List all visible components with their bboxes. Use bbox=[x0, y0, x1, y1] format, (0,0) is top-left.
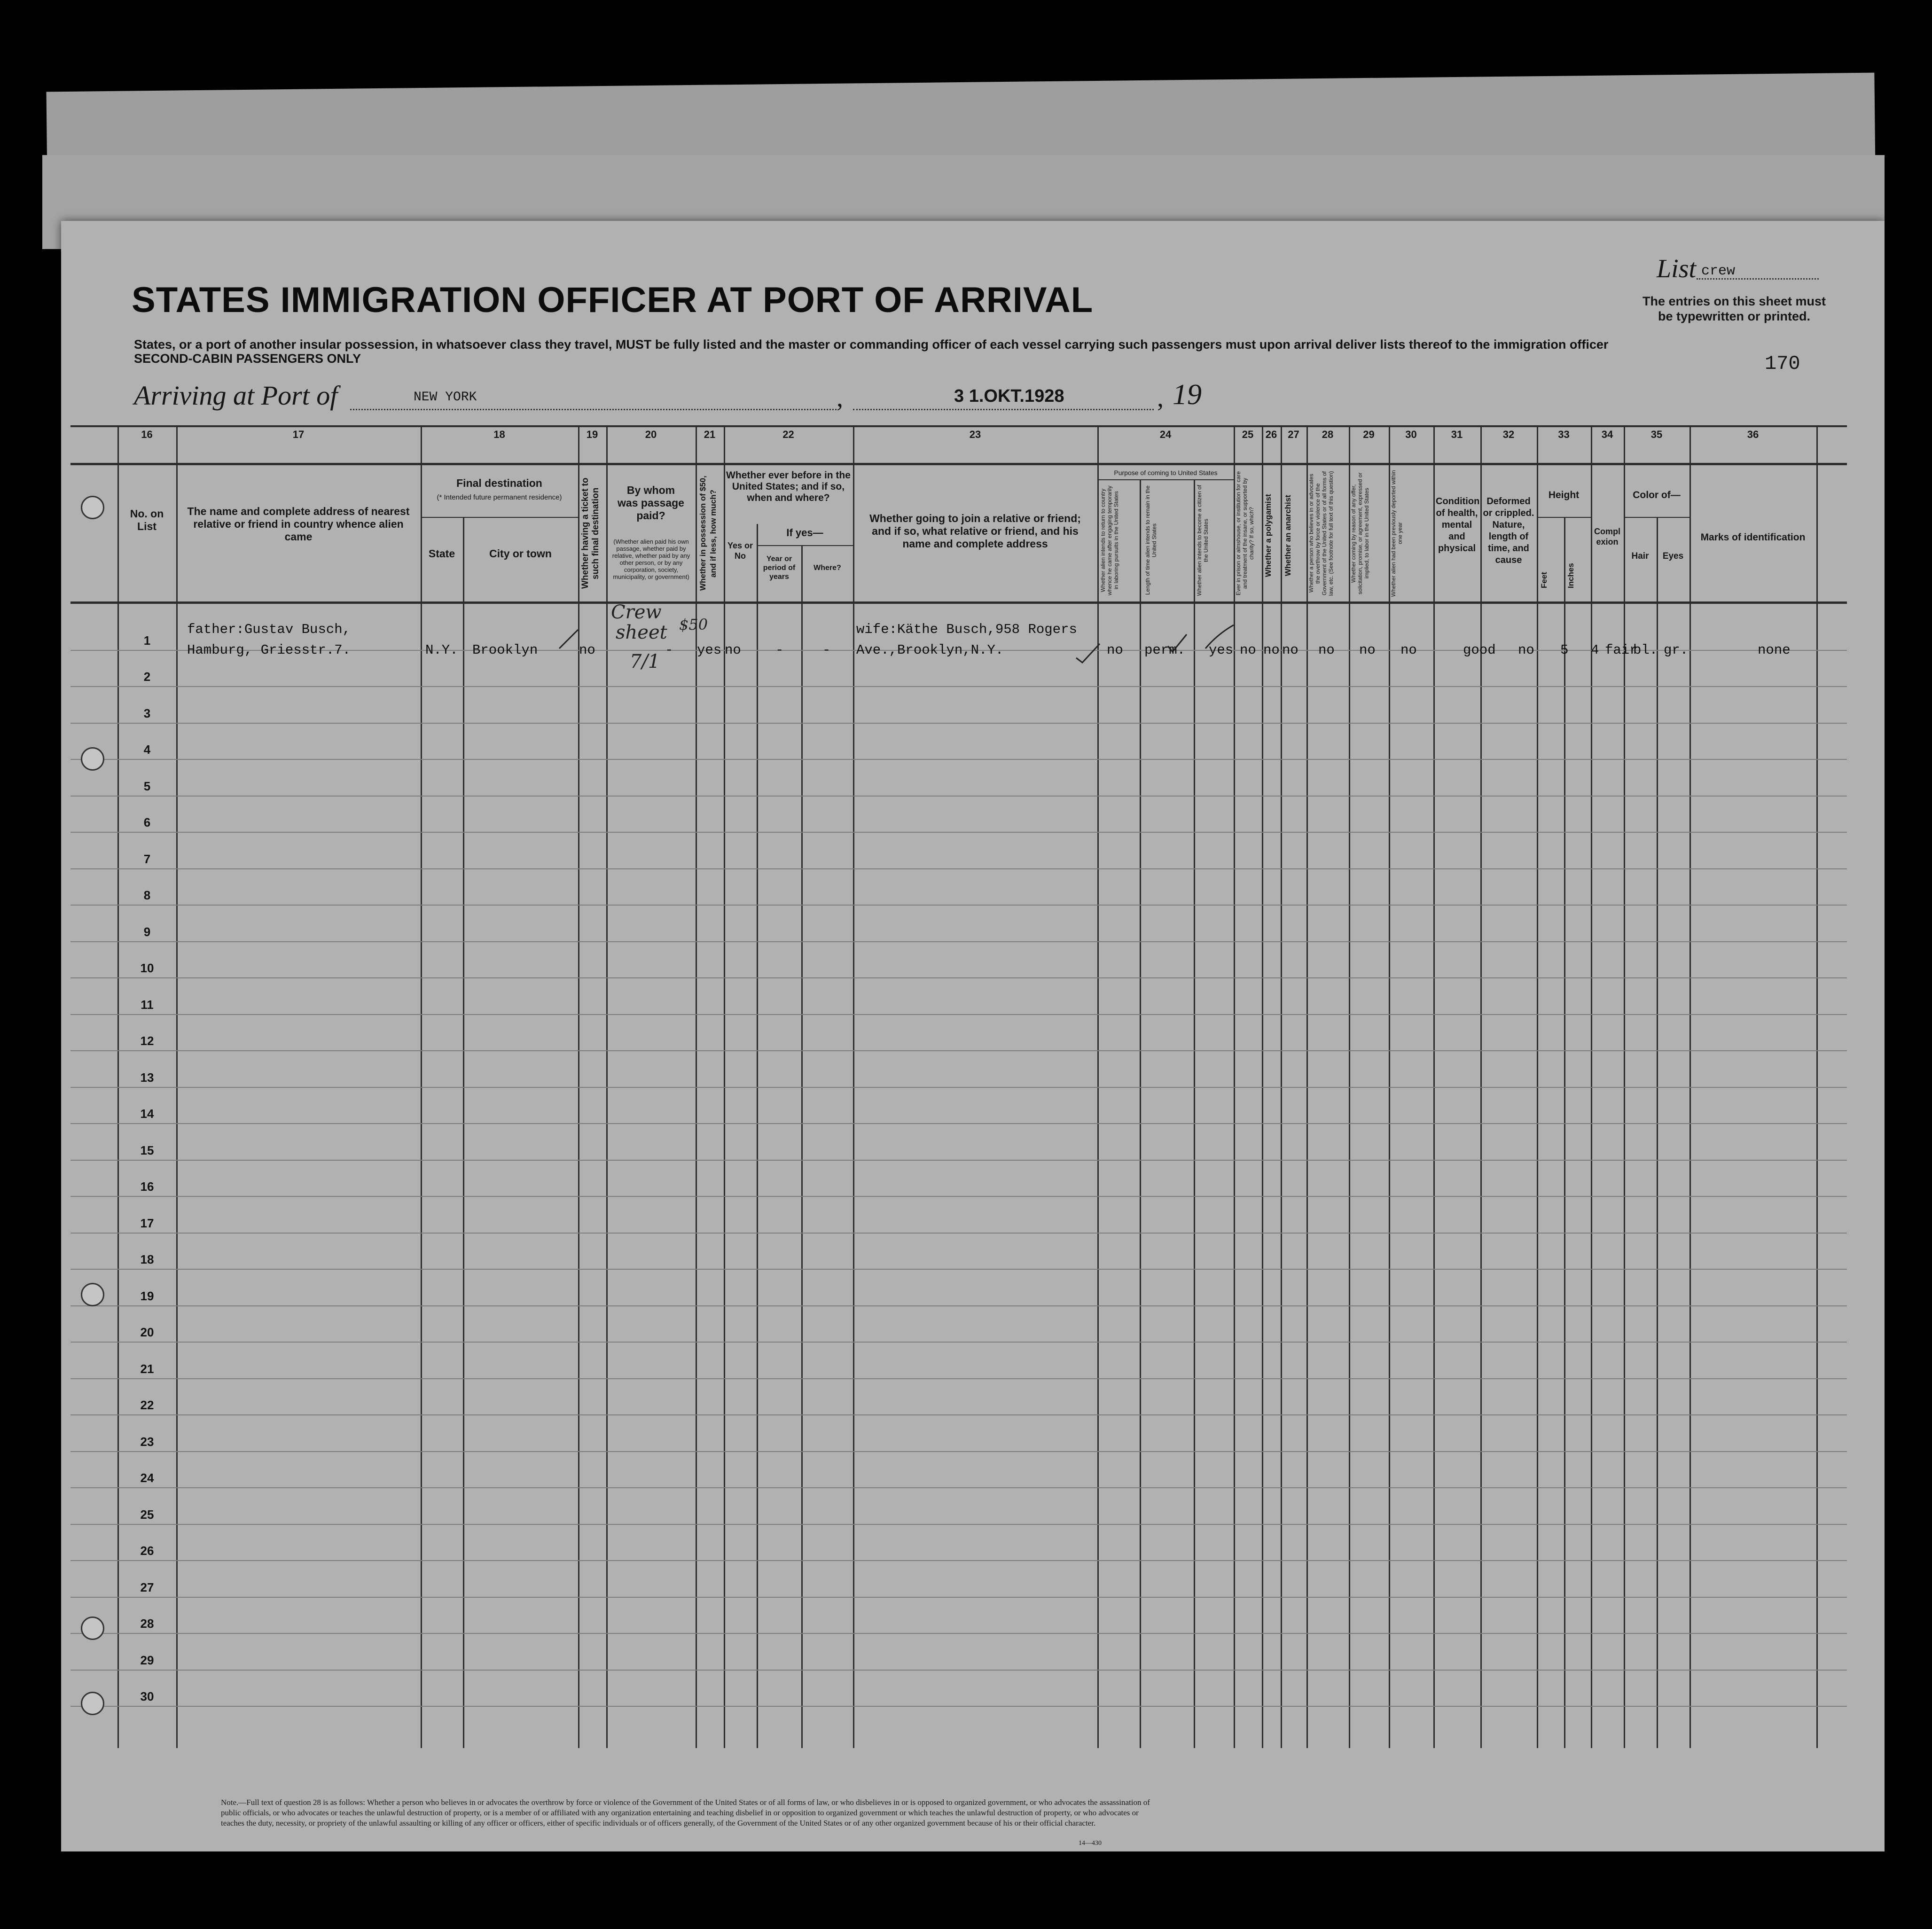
binder-hole bbox=[81, 747, 104, 771]
header-final-destination-note: (* Intended future permanent residence) bbox=[437, 493, 562, 501]
entry-citizen: yes bbox=[1209, 642, 1234, 658]
header-marks: Marks of identification bbox=[1700, 532, 1806, 543]
height-sub-rule bbox=[1537, 517, 1591, 518]
page-title: STATES IMMIGRATION OFFICER AT PORT OF ARRIVAL bbox=[132, 280, 1094, 320]
row-number: 25 bbox=[140, 1507, 154, 1522]
row-number: 26 bbox=[140, 1544, 154, 1558]
row-number: 20 bbox=[140, 1325, 154, 1339]
row-number: 15 bbox=[140, 1143, 154, 1157]
header-where: Where? bbox=[813, 564, 841, 572]
entry-return: no bbox=[1107, 642, 1123, 658]
check-mark-ticket bbox=[557, 627, 580, 656]
check-mark-length bbox=[1165, 632, 1189, 656]
header-citizen: Whether alien intends to become a citizen of the United States bbox=[1196, 484, 1209, 596]
row-rule bbox=[70, 1160, 1847, 1161]
header-prison: Ever in prison or almshouse, or institution for care and treatment of the insane, or supported by charity? If so, which? bbox=[1235, 471, 1255, 596]
entry-join-line1: wife:Käthe Busch,958 Rogers bbox=[856, 622, 1077, 637]
header-top-rule bbox=[70, 425, 1847, 427]
row-rule bbox=[70, 1233, 1847, 1234]
comma-2: , bbox=[1157, 383, 1164, 413]
row-rule bbox=[70, 977, 1847, 978]
sheet-number: 170 bbox=[1765, 352, 1800, 375]
manifest-grid bbox=[70, 425, 1847, 1748]
header-passage-note: (Whether alien paid his own passage, whether paid by relative, whether paid by any other person, or by any corporation, society, municipality, or government) bbox=[612, 538, 690, 580]
dest-sub-rule bbox=[421, 517, 578, 518]
entry-city: Brooklyn bbox=[472, 642, 538, 658]
before-sub-rule bbox=[757, 545, 853, 546]
entry-relative-line2: Hamburg, Griesstr.7. bbox=[187, 642, 351, 658]
row-number: 19 bbox=[140, 1289, 154, 1303]
colnum-30: 30 bbox=[1405, 429, 1417, 440]
check-mark-citizen bbox=[1203, 623, 1236, 651]
row-rule bbox=[70, 1597, 1847, 1598]
entry-paid-by-hand3: 7/1 bbox=[630, 651, 660, 672]
purpose-sub-rule bbox=[1097, 479, 1234, 480]
header-hair: Hair bbox=[1631, 551, 1649, 561]
row-rule bbox=[70, 1706, 1847, 1707]
date-dotted-line bbox=[853, 408, 1154, 410]
binder-hole bbox=[81, 1692, 104, 1715]
row-number: 17 bbox=[140, 1216, 154, 1230]
row-number: 2 bbox=[143, 670, 151, 684]
header-anarchist: Whether an anarchist bbox=[1283, 495, 1292, 577]
row-rule bbox=[70, 1633, 1847, 1634]
row-number: 1 bbox=[143, 633, 151, 648]
entry-state: N.Y. bbox=[425, 642, 458, 658]
colnum-27: 27 bbox=[1288, 429, 1299, 440]
row-rule bbox=[70, 1414, 1847, 1415]
colnum-23: 23 bbox=[969, 429, 981, 440]
col-line bbox=[1140, 479, 1141, 1748]
row-rule bbox=[70, 1123, 1847, 1124]
entry-eyes: gr. bbox=[1664, 642, 1689, 658]
port-value: NEW YORK bbox=[414, 390, 477, 405]
row-number: 11 bbox=[141, 997, 154, 1012]
entry-overthrow: no bbox=[1318, 642, 1335, 658]
row-rule bbox=[70, 1670, 1847, 1671]
entry-marks: none bbox=[1758, 642, 1791, 658]
header-if-yes: If yes— bbox=[786, 527, 823, 539]
header-money: Whether in possession of $50, and if less, how much? bbox=[698, 476, 718, 591]
row-rule bbox=[70, 1050, 1847, 1051]
colnum-17: 17 bbox=[292, 429, 305, 440]
class-line: SECOND-CABIN PASSENGERS ONLY bbox=[134, 351, 361, 366]
header-city: City or town bbox=[489, 547, 552, 560]
header-final-destination: Final destination bbox=[456, 477, 542, 489]
header-yes-no: Yes or No bbox=[727, 541, 753, 561]
row-number: 7 bbox=[143, 851, 151, 866]
port-dotted-line bbox=[350, 408, 837, 410]
color-sub-rule bbox=[1624, 517, 1690, 518]
row-number: 6 bbox=[143, 815, 151, 829]
entry-join-line2: Ave.,Brooklyn,N.Y. bbox=[856, 642, 1004, 658]
row-number: 13 bbox=[140, 1070, 154, 1085]
entry-before-year: - bbox=[775, 642, 784, 658]
list-label: List bbox=[1657, 254, 1697, 283]
row-rule bbox=[70, 796, 1847, 797]
colnum-28: 28 bbox=[1322, 429, 1334, 440]
row-rule bbox=[70, 1342, 1847, 1343]
row-number: 24 bbox=[140, 1471, 154, 1485]
row-rule bbox=[70, 1524, 1847, 1525]
list-dotted-line bbox=[1697, 277, 1819, 280]
row-rule bbox=[70, 1196, 1847, 1197]
row-rule bbox=[70, 1014, 1847, 1015]
colnum-24: 24 bbox=[1159, 429, 1172, 440]
entry-complexion: fair bbox=[1605, 642, 1638, 658]
row-number: 21 bbox=[140, 1361, 154, 1376]
row-number: 29 bbox=[140, 1653, 154, 1667]
entry-polygamist: no bbox=[1263, 642, 1280, 658]
entry-ticket: no bbox=[579, 642, 595, 658]
colnum-33: 33 bbox=[1558, 429, 1570, 440]
header-join-relative: Whether going to join a relative or friend; and if so, what relative or friend, and his name and complete address bbox=[869, 512, 1081, 550]
binder-hole bbox=[81, 1283, 104, 1306]
header-health: Condition of health, mental and physical bbox=[1436, 496, 1480, 554]
entry-anarchist: no bbox=[1282, 642, 1298, 658]
arriving-label: Arriving at Port of bbox=[134, 380, 338, 411]
row-number: 23 bbox=[140, 1434, 154, 1449]
col-line bbox=[757, 524, 758, 1748]
colnum-29: 29 bbox=[1363, 429, 1375, 440]
row-rule bbox=[70, 1378, 1847, 1379]
entry-feet: 5 bbox=[1560, 642, 1569, 658]
header-purpose: Purpose of coming to United States bbox=[1114, 469, 1218, 476]
row-number: 3 bbox=[143, 706, 151, 720]
date-stamp: 3 1.OKT.1928 bbox=[954, 386, 1064, 406]
colnum-21: 21 bbox=[704, 429, 716, 440]
colnum-20: 20 bbox=[645, 429, 657, 440]
row-rule bbox=[70, 686, 1847, 687]
entry-deformed: no bbox=[1518, 642, 1534, 658]
row-number: 16 bbox=[140, 1179, 154, 1194]
entry-relative-line1: father:Gustav Busch, bbox=[187, 622, 351, 637]
row-number: 28 bbox=[140, 1617, 154, 1631]
row-rule bbox=[70, 1487, 1847, 1488]
entry-offer-labor: no bbox=[1359, 642, 1376, 658]
colnum-25: 25 bbox=[1242, 429, 1254, 440]
row-rule bbox=[70, 1305, 1847, 1306]
colnum-22: 22 bbox=[782, 429, 794, 440]
header-feet: Feet bbox=[1540, 572, 1549, 589]
notice-line-1: The entries on this sheet must bbox=[1642, 294, 1826, 308]
row-rule bbox=[70, 1560, 1847, 1561]
instructions-line: States, or a port of another insular possession, in whatsoever class they travel, MUST be fully listed and the master or commanding officer of each vessel carrying such passengers must upon arrival deliver lists thereof to the immigration officer bbox=[134, 337, 1609, 351]
header-ticket: Whether having a ticket to such final destination bbox=[580, 477, 601, 589]
list-value: crew bbox=[1701, 263, 1736, 279]
colnum-18: 18 bbox=[493, 429, 505, 440]
entry-paid-by-hand2: sheet bbox=[616, 622, 667, 643]
entry-prison: no bbox=[1240, 642, 1256, 658]
year-prefix: 19 bbox=[1173, 379, 1202, 411]
header-eyes: Eyes bbox=[1662, 551, 1684, 561]
header-bottom-rule bbox=[70, 601, 1847, 604]
footnote: Note.—Full text of question 28 is as follows: Whether a person who believes in or advocates the overthrow by force or violence of the Government of the United States or of all forms of law, or who disbelieves in or is opposed to organized government, or who advocates the assassination of public officials, or who advocates or teaches the unlawful destruction of property, or is a member of or affiliated with any organization entertaining and teaching disbelief in or opposition to organized government or which teaches the unlawful destruction of property, or who advocates or teaches the duty, necessity, or propriety of the unlawful assaulting or killing of any officer or officers, either of specific individuals or of officers generally, of the Government of the United States or of any other organized government because of his or their official character. bbox=[221, 1798, 1150, 1827]
col-line bbox=[1194, 479, 1195, 1748]
col-line bbox=[801, 545, 803, 1748]
row-number: 12 bbox=[140, 1034, 154, 1048]
row-number: 4 bbox=[143, 742, 151, 757]
header-relative: The name and complete address of nearest relative or friend in country whence alien came bbox=[187, 505, 410, 543]
row-number: 22 bbox=[140, 1398, 154, 1412]
colnum-32: 32 bbox=[1502, 429, 1515, 440]
header-deported: Whether alien had been previously deported within one year bbox=[1390, 470, 1403, 597]
entry-deported: no bbox=[1400, 642, 1417, 658]
entry-money-hand: $50 bbox=[679, 616, 708, 633]
row-rule bbox=[70, 723, 1847, 724]
check-mark-join bbox=[1074, 641, 1102, 665]
col-line bbox=[463, 517, 464, 1748]
row-rule bbox=[70, 941, 1847, 942]
colnum-34: 34 bbox=[1601, 429, 1613, 440]
row-rule bbox=[70, 1087, 1847, 1088]
row-number: 14 bbox=[140, 1107, 154, 1121]
header-no-on-list: No. on List bbox=[130, 508, 164, 532]
notice-text bbox=[1612, 294, 1856, 324]
form-number: 14—430 bbox=[1079, 1840, 1102, 1847]
colnum-35: 35 bbox=[1650, 429, 1663, 440]
row-rule bbox=[70, 905, 1847, 906]
header-deformed: Deformed or crippled. Nature, length of time, and cause bbox=[1483, 496, 1534, 565]
entry-paid-by-typed: - bbox=[665, 642, 673, 658]
header-color-of: Color of— bbox=[1633, 490, 1681, 500]
header-inches: Inches bbox=[1566, 563, 1575, 588]
entry-before-in-us: no bbox=[725, 642, 741, 658]
header-return: Whether alien intends to return to country whence he came after engaging temporarily in laboring pursuits in the United States bbox=[1100, 485, 1119, 595]
row-number: 18 bbox=[140, 1252, 154, 1266]
header-offer-labor: Whether coming by reason of any offer, solicitation, promise, or agreement, expressed or implied, to labor in the United States bbox=[1350, 472, 1370, 594]
colnum-16: 16 bbox=[141, 429, 153, 440]
header-before-in-us: Whether ever before in the United States; and if so, when and where? bbox=[726, 470, 851, 503]
row-rule bbox=[70, 832, 1847, 833]
entry-length: perm. bbox=[1144, 642, 1186, 658]
row-number: 9 bbox=[143, 924, 151, 939]
row-number: 30 bbox=[140, 1689, 154, 1703]
colnum-36: 36 bbox=[1747, 429, 1759, 440]
binder-hole bbox=[81, 496, 104, 519]
row-number: 10 bbox=[140, 961, 154, 975]
header-overthrow: Whether a person who believes in or advocates the overthrow by force or violence of the Government of the United States or of all forms of law, etc. (See footnote for full text of this question) bbox=[1308, 471, 1334, 596]
entry-health: good bbox=[1463, 642, 1496, 658]
entry-inches: 4 bbox=[1591, 642, 1599, 658]
header-year-period: Year or period of years bbox=[763, 555, 796, 581]
header-state: State bbox=[428, 547, 455, 560]
entry-paid-by-hand1: Crew bbox=[611, 601, 662, 623]
row-rule bbox=[70, 759, 1847, 760]
row-rule bbox=[70, 868, 1847, 869]
header-passage-paid: By whom was passage paid? bbox=[618, 484, 684, 522]
notice-line-2: be typewritten or printed. bbox=[1658, 309, 1811, 323]
entry-before-where: - bbox=[822, 642, 831, 658]
header-length: Length of time alien intends to remain in the United States bbox=[1144, 485, 1158, 595]
colnum-26: 26 bbox=[1265, 429, 1277, 440]
entry-money-typed: yes bbox=[697, 642, 722, 658]
row-number: 8 bbox=[143, 888, 151, 902]
colnum-31: 31 bbox=[1451, 429, 1463, 440]
header-height: Height bbox=[1548, 490, 1580, 500]
header-polygamist: Whether a polygamist bbox=[1264, 494, 1273, 578]
colnum-19: 19 bbox=[586, 429, 598, 440]
row-rule bbox=[70, 1451, 1847, 1452]
header-complexion: Complexion bbox=[1594, 527, 1620, 547]
row-number: 5 bbox=[143, 779, 151, 793]
col-line bbox=[1657, 517, 1658, 1748]
row-number: 27 bbox=[140, 1580, 154, 1594]
header-number-rule bbox=[70, 463, 1847, 465]
binder-hole bbox=[81, 1617, 104, 1640]
col-line bbox=[1564, 517, 1565, 1748]
row-rule bbox=[70, 1269, 1847, 1270]
comma-1: , bbox=[837, 383, 843, 413]
entry-hair: bl. bbox=[1633, 642, 1658, 658]
